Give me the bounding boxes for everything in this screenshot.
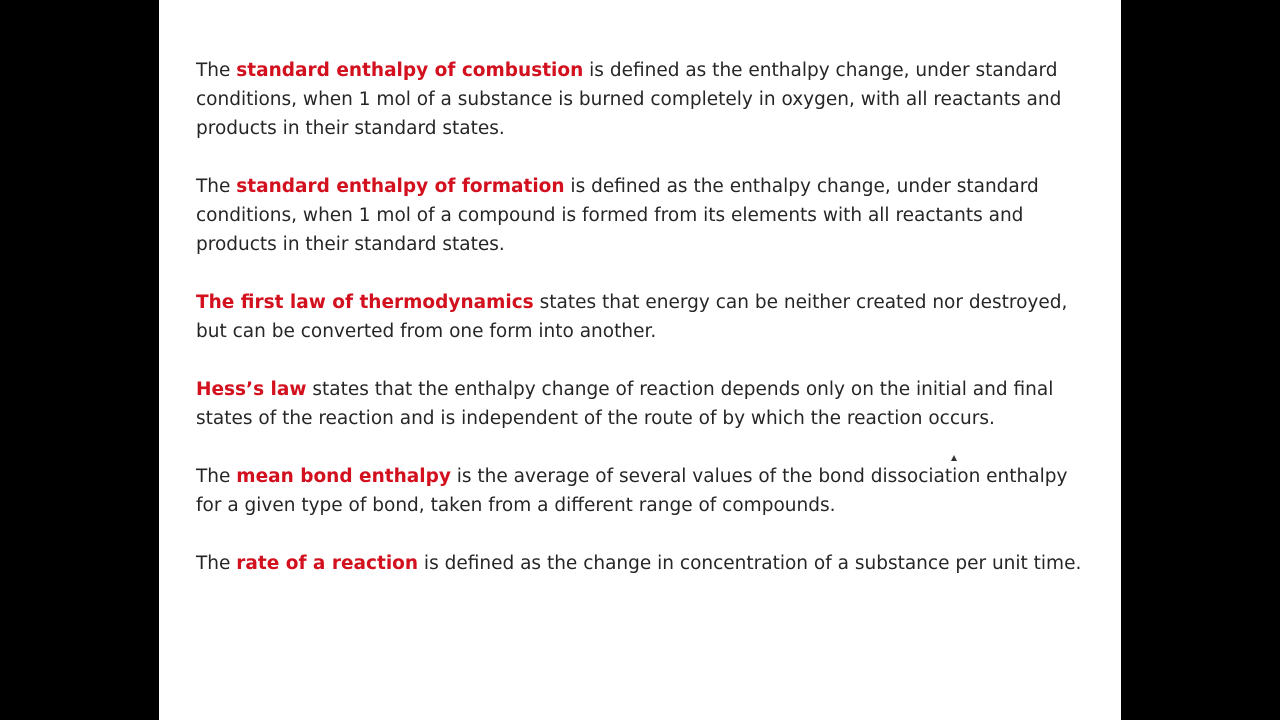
term-first-law-of-thermodynamics: The first law of thermodynamics	[196, 292, 534, 313]
definition-rate-of-reaction	[196, 549, 1096, 578]
definition-intro: The	[196, 60, 237, 81]
definition-intro: The	[196, 466, 237, 487]
slide	[159, 0, 1121, 720]
definition-hess-law	[196, 375, 1096, 433]
definition-body: states that the enthalpy change of reaction depends only on the initial and final states of the reaction and is independent of the route of by which the reaction occurs.	[196, 379, 1054, 429]
term-mean-bond-enthalpy: mean bond enthalpy	[236, 466, 451, 487]
definition-body: states that energy can be neither created nor destroyed, but can be converted from one form into another.	[196, 292, 1068, 342]
definition-intro: The	[196, 553, 237, 574]
definition-body: is the average of several values of the bond dissociation enthalpy for a given type of bond, taken from a different range of compounds.	[196, 466, 1068, 516]
term-standard-enthalpy-of-formation: standard enthalpy of formation	[236, 176, 565, 197]
term-standard-enthalpy-of-combustion: standard enthalpy of combustion	[236, 60, 584, 81]
definition-intro: The	[196, 176, 237, 197]
term-hess-law: Hess’s law	[196, 379, 307, 400]
mouse-pointer-icon	[951, 455, 957, 461]
definition-body: is defined as the enthalpy change, under standard conditions, when 1 mol of a substance is burned completely in oxygen, with all reactants and products in their standard states.	[196, 60, 1062, 139]
definition-combustion	[196, 56, 1096, 143]
definition-body: is defined as the enthalpy change, under standard conditions, when 1 mol of a compound is formed from its elements with all reactants and products in their standard states.	[196, 176, 1039, 255]
term-rate-of-a-reaction: rate of a reaction	[236, 553, 419, 574]
definition-body: is defined as the change in concentration of a substance per unit time.	[418, 553, 1082, 574]
definition-mean-bond-enthalpy	[196, 462, 1096, 520]
definitions-list	[196, 56, 1096, 607]
definition-first-law	[196, 288, 1096, 346]
definition-formation	[196, 172, 1096, 259]
